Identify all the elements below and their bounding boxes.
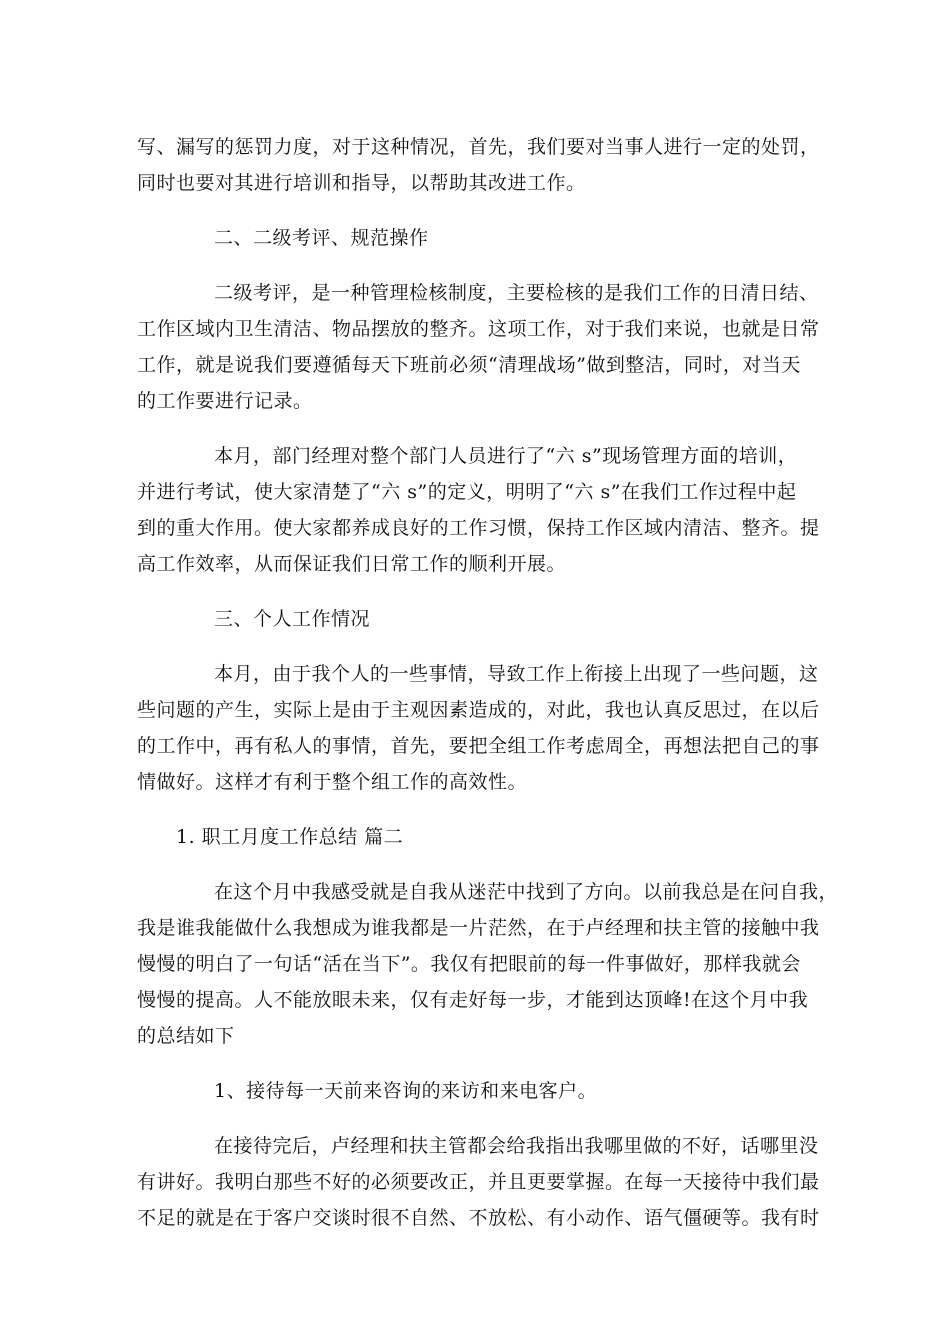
- body-text-line: 的工作中，再有私人的事情，首先，要把全组工作考虑周全，再想法把自己的事: [137, 735, 820, 757]
- body-text-line: 有讲好。我明白那些不好的必须要改正，并且更要掌握。在每一天接待中我们最: [137, 1171, 820, 1193]
- article-heading: 1. 职工月度工作总结 篇二: [176, 826, 404, 848]
- body-text-line: 本月，由于我个人的一些事情，导致工作上衔接上出现了一些问题，这: [214, 663, 819, 685]
- body-text-line: 些问题的产生，实际上是由于主观因素造成的，对此，我也认真反思过，在以后: [137, 699, 820, 721]
- body-text-line: 二级考评，是一种管理检核制度，主要检核的是我们工作的日清日结、: [214, 282, 819, 304]
- body-text-line: 慢慢的明白了一句话“活在当下”。我仅有把眼前的每一件事做好，那样我就会: [137, 953, 801, 975]
- body-text-line: 工作区域内卫生清洁、物品摆放的整齐。这项工作，对于我们来说，也就是日常: [137, 318, 820, 340]
- section-heading: 三、个人工作情况: [214, 608, 371, 630]
- body-text-line: 本月，部门经理对整个部门人员进行了“六 s”现场管理方面的培训，: [214, 445, 798, 467]
- body-text-line: 到的重大作用。使大家都养成良好的工作习惯，保持工作区域内清洁、整齐。提: [137, 517, 820, 539]
- body-text-line: 并进行考试，使大家清楚了“六 s”的定义，明明了“六 s”在我们工作过程中起: [137, 481, 797, 503]
- body-text-line: 慢慢的提高。人不能放眼未来，仅有走好每一步，才能到达顶峰!在这个月中我: [137, 989, 809, 1011]
- body-text-line: 我是谁我能做什么我想成为谁我都是一片茫然，在于卢经理和扶主管的接触中我: [137, 917, 820, 939]
- body-text-line: 工作，就是说我们要遵循每天下班前必须“清理战场”做到整洁，同时，对当天: [137, 354, 801, 376]
- body-text-line: 情做好。这样才有利于整个组工作的高效性。: [137, 771, 528, 793]
- section-heading: 二、二级考评、规范操作: [214, 227, 429, 249]
- body-text-line: 同时也要对其进行培训和指导，以帮助其改进工作。: [137, 172, 586, 194]
- body-text-line: 高工作效率，从而保证我们日常工作的顺利开展。: [137, 553, 567, 575]
- list-item-heading: 1、接待每一天前来咨询的来访和来电客户。: [214, 1080, 598, 1102]
- body-text-line: 不足的就是在于客户交谈时很不自然、不放松、有小动作、语气僵硬等。我有时: [137, 1207, 820, 1229]
- body-text-line: 在接待完后，卢经理和扶主管都会给我指出我哪里做的不好，话哪里没: [214, 1135, 819, 1157]
- body-text-line: 的工作要进行记录。: [137, 390, 313, 412]
- body-text-line: 的总结如下: [137, 1025, 235, 1047]
- body-text-line: 在这个月中我感受就是自我从迷茫中找到了方向。以前我总是在问自我，: [214, 881, 839, 903]
- body-text-line: 写、漏写的惩罚力度，对于这种情况，首先，我们要对当事人进行一定的处罚，: [137, 136, 820, 158]
